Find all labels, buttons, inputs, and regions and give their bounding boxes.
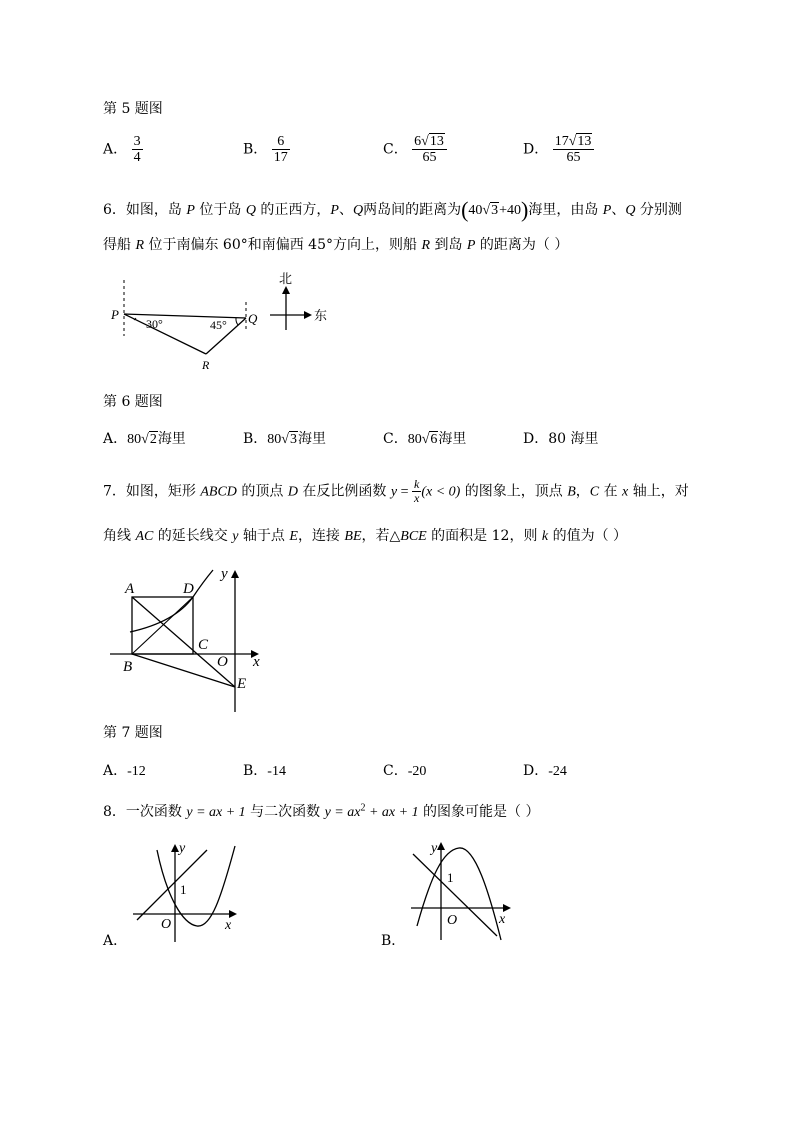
q6-option-c[interactable]: C．80√6海里 [383,431,467,447]
q5-option-d-fraction: $\frac{17√13}{65}$ [553,134,595,165]
q7-stem-line1: 7．如图，矩形 ABCD 的顶点 D 在反比例函数 y = $\frac{k}{x}$ (x < 0) 的图象上，顶点 B，C 在 x 轴上，对 [103,477,689,505]
diagonal-ac-extended [132,597,235,687]
q6-stem-line2: 得船 R 位于南偏东 60°和南偏西 45°方向上，则船 R 到岛 P 的距离为（ ） [103,237,569,253]
q7-option-b[interactable]: B．-14 [243,763,286,779]
q5-option-b[interactable]: B． $\frac{6}{17}$ [243,134,288,165]
label-x: x [225,918,232,933]
q7-stem-line2: 角线 AC 的延长线交 y 轴于点 E，连接 BE，若△BCE 的面积是 12，则 k 的值为（ ） [103,528,628,544]
label-b: B [123,659,133,675]
label-o: O [447,913,458,928]
label-e: E [237,676,247,692]
x-axis-arrow-icon [229,910,237,918]
q6-stem-line1: 6．如图，岛 P 位于岛 Q 的正西方，P、Q两岛间的距离为(40√3+40)海里，由岛 P、Q 分别测 [103,197,682,222]
label-o: O [161,917,172,932]
label-d: D [183,581,194,597]
q6-caption: 第 6 题图 [103,394,163,410]
parabola-curve [417,848,501,940]
y-axis-arrow-icon [437,842,445,850]
q7-caption: 第 7 题图 [103,725,163,741]
label-1: 1 [180,882,187,897]
q8-option-a-label[interactable]: A． [103,933,128,949]
q7-figure [105,562,280,722]
label-y: y [431,841,438,856]
label-east: 东 [314,308,328,323]
label-y: y [221,566,228,582]
hyperbola-curve [130,570,213,632]
q5-option-a[interactable]: A． $\frac{3}{4}$ [103,134,141,165]
label-y: y [179,841,186,856]
q7-option-a[interactable]: A．-12 [103,763,146,779]
north-arrow-icon [282,286,290,294]
q5-option-c[interactable]: C． $\frac{6√13}{65}$ [383,134,447,165]
label-p: P [111,307,119,322]
linear-function-line [137,850,207,920]
q7-option-c[interactable]: C．-20 [383,763,427,779]
q5-option-b-fraction: $\frac{6}{17}$ [273,134,288,165]
q6-figure [108,268,348,376]
label-r: R [202,358,210,372]
q8-option-b-figure[interactable] [403,836,523,944]
q7-option-d[interactable]: D．-24 [523,763,567,779]
q6-option-b[interactable]: B．80√3海里 [243,431,326,447]
label-a: A [125,581,135,597]
label-c: C [198,637,209,653]
q5-option-c-fraction: $\frac{6√13}{65}$ [412,134,447,165]
label-1: 1 [447,870,454,885]
east-arrow-icon [304,311,312,319]
q6-option-a[interactable]: A．80√2海里 [103,431,186,447]
q5-caption: 第 5 题图 [103,101,163,117]
q7-function-fraction: $\frac{k}{x}$ [413,477,420,505]
q8-stem: 8．一次函数 y = ax + 1 与二次函数 $y = ax^2$ + ax + 1 的图象可能是（ ） [103,802,540,820]
label-q: Q [248,311,258,326]
y-axis-arrow-icon [231,570,239,578]
label-angle-30: 30° [146,317,163,331]
label-x: x [499,912,506,927]
q8-option-a-figure[interactable] [125,838,245,946]
segment-pq [124,314,246,318]
q5-option-d[interactable]: D． $\frac{17√13}{65}$ [523,134,594,165]
q6-option-d[interactable]: D．80 海里 [523,431,599,447]
q8-option-b-label[interactable]: B． [381,933,406,949]
y-axis-arrow-icon [171,844,179,852]
label-x: x [253,654,260,670]
x-axis-arrow-icon [503,904,511,912]
label-angle-45: 45° [210,318,227,332]
label-o: O [217,654,228,670]
q5-option-a-fraction: $\frac{3}{4}$ [133,134,141,165]
segment-pr [124,314,206,354]
label-north: 北 [279,271,293,286]
angle-arc-q [236,318,238,325]
